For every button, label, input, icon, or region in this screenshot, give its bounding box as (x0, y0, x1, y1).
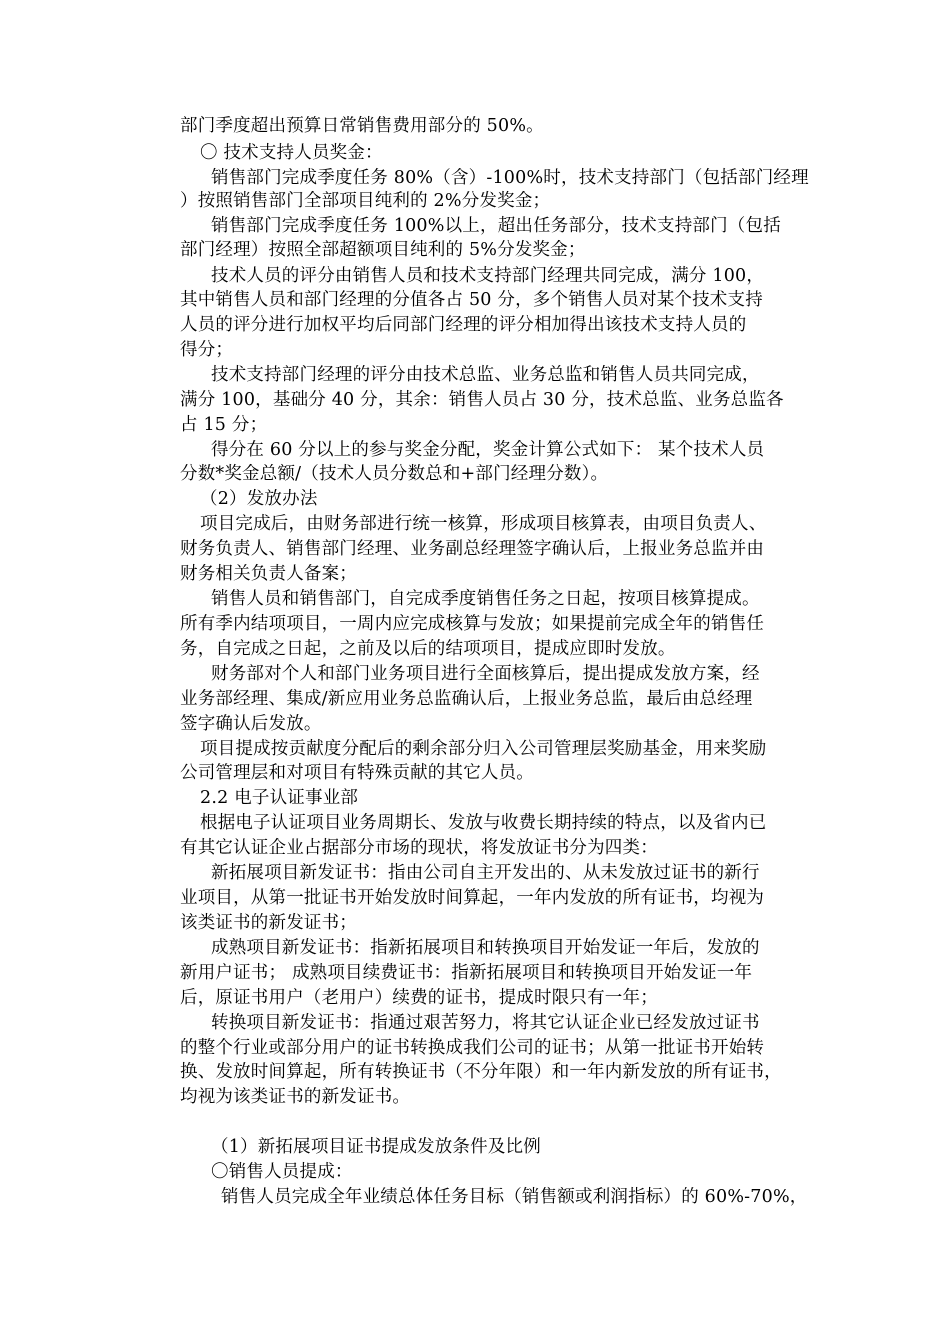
text-line: 根据电子认证项目业务周期长、发放与收费长期持续的特点，以及省内已 (200, 813, 767, 833)
text-line: 该类证书的新发证书； (180, 913, 357, 933)
text-line: 项目提成按贡献度分配后的剩余部分归入公司管理层奖励基金，用来奖励 (200, 739, 767, 759)
text-line: 的整个行业或部分用户的证书转换成我们公司的证书；从第一批证书开始转 (180, 1038, 765, 1058)
text-line: （2）发放办法 (200, 489, 318, 509)
text-line: 技术支持部门经理的评分由技术总监、业务总监和销售人员共同完成， (211, 365, 760, 385)
text-line: 项目完成后，由财务部进行统一核算，形成项目核算表，由项目负责人、 (200, 514, 767, 534)
text-line: 财务相关负责人备案； (180, 564, 357, 584)
text-line: 部门季度超出预算日常销售费用部分的 50%。 (180, 116, 544, 136)
text-line: 转换项目新发证书：指通过艰苦努力，将其它认证企业已经发放过证书 (211, 1013, 760, 1033)
text-line: 分数*奖金总额/（技术人员分数总和+部门经理分数）。 (180, 464, 609, 484)
text-line: 新用户证书； 成熟项目续费证书：指新拓展项目和转换项目开始发证一年 (180, 963, 753, 983)
text-line: 满分 100，基础分 40 分，其余：销售人员占 30 分，技术总监、业务总监各 (180, 390, 784, 410)
text-line: 〇 技术支持人员奖金： (200, 143, 383, 163)
text-line: 人员的评分进行加权平均后同部门经理的评分相加得出该技术支持人员的 (180, 315, 747, 335)
text-line: 均视为该类证书的新发证书。 (180, 1087, 411, 1107)
text-line: 有其它认证企业占据部分市场的现状，将发放证书分为四类： (180, 838, 658, 858)
text-line: 〇销售人员提成： (211, 1162, 353, 1182)
text-line: 成熟项目新发证书：指新拓展项目和转换项目开始发证一年后，发放的 (211, 938, 760, 958)
text-line: 业项目，从第一批证书开始发放时间算起，一年内发放的所有证书，均视为 (180, 888, 765, 908)
text-line: 后，原证书用户（老用户）续费的证书，提成时限只有一年； (180, 988, 658, 1008)
text-line: 技术人员的评分由销售人员和技术支持部门经理共同完成，满分 100， (211, 266, 765, 286)
text-line: 签字确认后发放。 (180, 714, 322, 734)
text-line: 销售人员完成全年业绩总体任务目标（销售额或利润指标）的 60%-70%， (221, 1187, 808, 1207)
text-line: 公司管理层和对项目有特殊贡献的其它人员。 (180, 763, 534, 783)
text-line: 业务部经理、集成/新应用业务总监确认后，上报业务总监，最后由总经理 (180, 689, 753, 709)
text-line: 财务部对个人和部门业务项目进行全面核算后，提出提成发放方案，经 (211, 664, 760, 684)
text-line: 换、发放时间算起，所有转换证书（不分年限）和一年内新发放的所有证书， (180, 1062, 782, 1082)
text-line: 务，自完成之日起，之前及以后的结项项目，提成应即时发放。 (180, 639, 676, 659)
text-line: 所有季内结项项目，一周内应完成核算与发放；如果提前完成全年的销售任 (180, 614, 765, 634)
text-line: 新拓展项目新发证书：指由公司自主开发出的、从未发放过证书的新行 (211, 863, 760, 883)
text-line: 占 15 分； (180, 415, 268, 435)
text-line: 部门经理）按照全部超额项目纯利的 5%分发奖金； (180, 240, 586, 260)
text-line: ）按照销售部门全部项目纯利的 2%分发奖金； (180, 191, 551, 211)
section-heading: 2.2 电子认证事业部 (200, 788, 359, 808)
text-line: 财务负责人、销售部门经理、业务副总经理签字确认后，上报业务总监并由 (180, 539, 765, 559)
text-line: 得分在 60 分以上的参与奖金分配，奖金计算公式如下： 某个技术人员 (211, 440, 765, 460)
text-line: 其中销售人员和部门经理的分值各占 50 分，多个销售人员对某个技术支持 (180, 290, 763, 310)
text-line: 销售部门完成季度任务 100%以上，超出任务部分，技术支持部门（包括 (211, 216, 781, 236)
text-line: 得分； (180, 340, 234, 360)
text-line: 销售人员和销售部门，自完成季度销售任务之日起，按项目核算提成。 (211, 589, 760, 609)
subsection-heading: （1）新拓展项目证书提成发放条件及比例 (211, 1137, 541, 1157)
text-line: 销售部门完成季度任务 80%（含）-100%时，技术支持部门（包括部门经理 (211, 168, 809, 188)
